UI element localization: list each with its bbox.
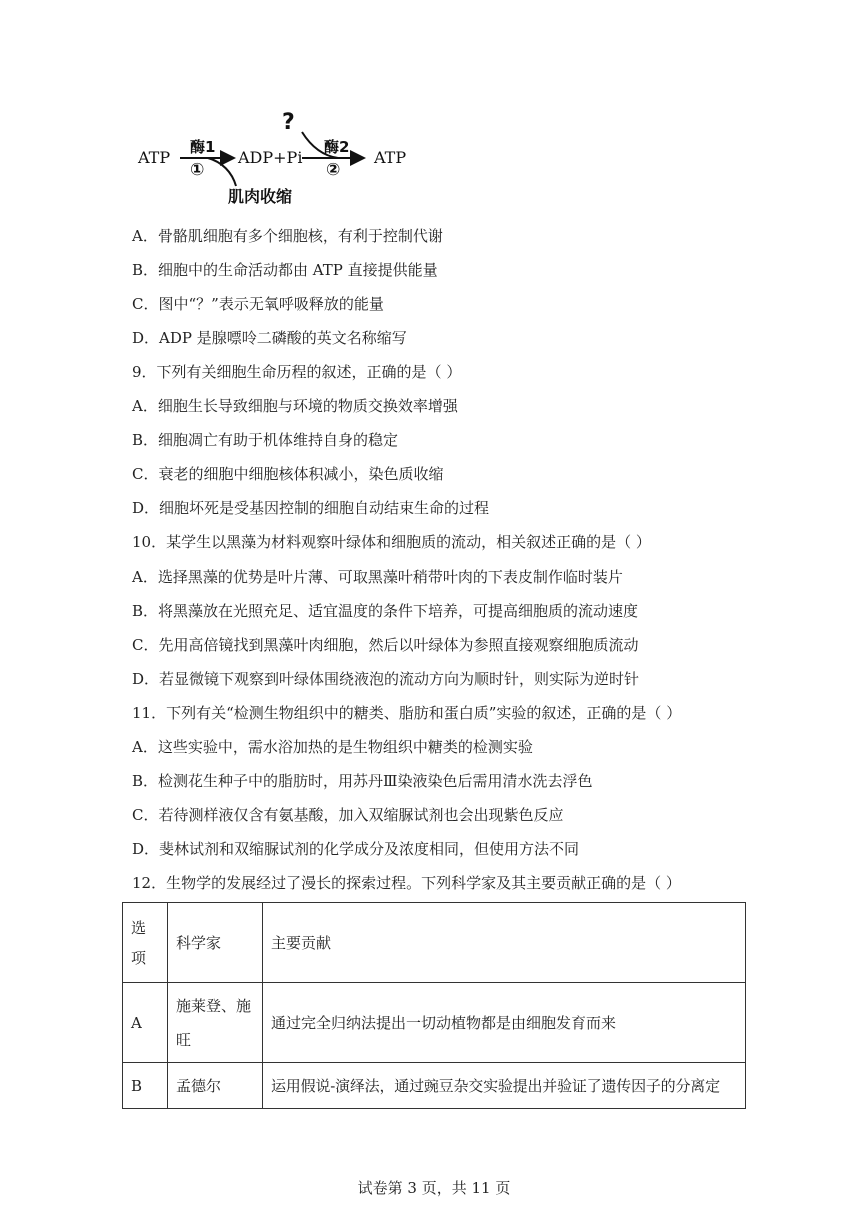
arrow-1-branch (208, 158, 236, 186)
q9-option-d: D．细胞坏死是受基因控制的细胞自动结束生命的过程 (132, 499, 490, 517)
row-b-contribution: 运用假说-演绎法，通过豌豆杂交实验提出并验证了遗传因子的分离定 (263, 1063, 746, 1109)
q10-option-b: B．将黑藻放在光照充足、适宜温度的条件下培养，可提高细胞质的流动速度 (132, 602, 639, 620)
header-contribution-cell: 主要贡献 (263, 903, 746, 983)
diagram-arrows (0, 0, 868, 220)
header-option-line1: 选 (131, 918, 147, 937)
header-option-line2: 项 (131, 948, 147, 967)
adp-pi-label: ADP+Pi (238, 148, 303, 167)
q11-option-c: C．若待测样液仅含有氨基酸，加入双缩脲试剂也会出现紫色反应 (132, 806, 564, 824)
q8-option-c: C．图中“？”表示无氧呼吸释放的能量 (132, 295, 384, 313)
step2-label: ② (326, 160, 341, 180)
unknown-label: ? (282, 110, 295, 135)
table-row (123, 1063, 746, 1109)
enzyme2-label: 酶2 (324, 138, 350, 156)
enzyme1-label: 酶1 (190, 138, 216, 156)
q9-option-b: B．细胞凋亡有助于机体维持自身的稳定 (132, 431, 399, 449)
header-option-cell (123, 903, 168, 983)
row-a-scientist-line2: 旺 (176, 1030, 192, 1049)
atp-cycle-diagram (0, 0, 868, 220)
table-row (123, 983, 746, 1063)
q11-option-d: D．斐林试剂和双缩脲试剂的化学成分及浓度相同，但使用方法不同 (132, 840, 580, 858)
atp-right-label: ATP (374, 148, 407, 167)
q10-option-c: C．先用高倍镜找到黑藻叶肉细胞，然后以叶绿体为参照直接观察细胞质流动 (132, 636, 639, 654)
q8-option-b: B．细胞中的生命活动都由 ATP 直接提供能量 (132, 261, 438, 279)
row-b-scientist: 孟德尔 (168, 1063, 263, 1109)
q9-stem: 9．下列有关细胞生命历程的叙述，正确的是（ ） (132, 363, 462, 381)
q11-option-b: B．检测花生种子中的脂肪时，用苏丹Ⅲ染液染色后需用清水洗去浮色 (132, 772, 593, 790)
q11-stem: 11．下列有关“检测生物组织中的糖类、脂肪和蛋白质”实验的叙述，正确的是（ ） (132, 704, 682, 722)
row-a-contribution: 通过完全归纳法提出一切动植物都是由细胞发育而来 (263, 983, 746, 1063)
row-a-scientist-line1: 施莱登、施 (176, 996, 252, 1015)
q8-option-d: D．ADP 是腺嘌呤二磷酸的英文名称缩写 (132, 329, 407, 347)
row-a-scientist (168, 983, 263, 1063)
q10-stem: 10．某学生以黑藻为材料观察叶绿体和细胞质的流动，相关叙述正确的是（ ） (132, 533, 651, 551)
header-scientist-cell: 科学家 (168, 903, 263, 983)
row-b-option: B (123, 1063, 168, 1109)
row-a-option: A (123, 983, 168, 1063)
q9-option-c: C．衰老的细胞中细胞核体积减小，染色质收缩 (132, 465, 444, 483)
q11-option-a: A．这些实验中，需水浴加热的是生物组织中糖类的检测实验 (132, 738, 533, 756)
page-footer: 试卷第 3 页，共 11 页 (357, 1179, 511, 1197)
q12-answer-table (122, 902, 746, 1109)
muscle-contraction-label: 肌肉收缩 (228, 187, 293, 206)
q9-option-a: A．细胞生长导致细胞与环境的物质交换效率增强 (132, 397, 458, 415)
atp-left-label: ATP (138, 148, 171, 167)
q8-option-a: A．骨骼肌细胞有多个细胞核，有利于控制代谢 (132, 227, 443, 245)
q10-option-a: A．选择黑藻的优势是叶片薄、可取黑藻叶稍带叶肉的下表皮制作临时装片 (132, 568, 623, 586)
q12-stem: 12．生物学的发展经过了漫长的探索过程。下列科学家及其主要贡献正确的是（ ） (132, 874, 681, 892)
q10-option-d: D．若显微镜下观察到叶绿体围绕液泡的流动方向为顺时针，则实际为逆时针 (132, 670, 640, 688)
table-header-row (123, 903, 746, 983)
step1-label: ① (190, 160, 205, 180)
